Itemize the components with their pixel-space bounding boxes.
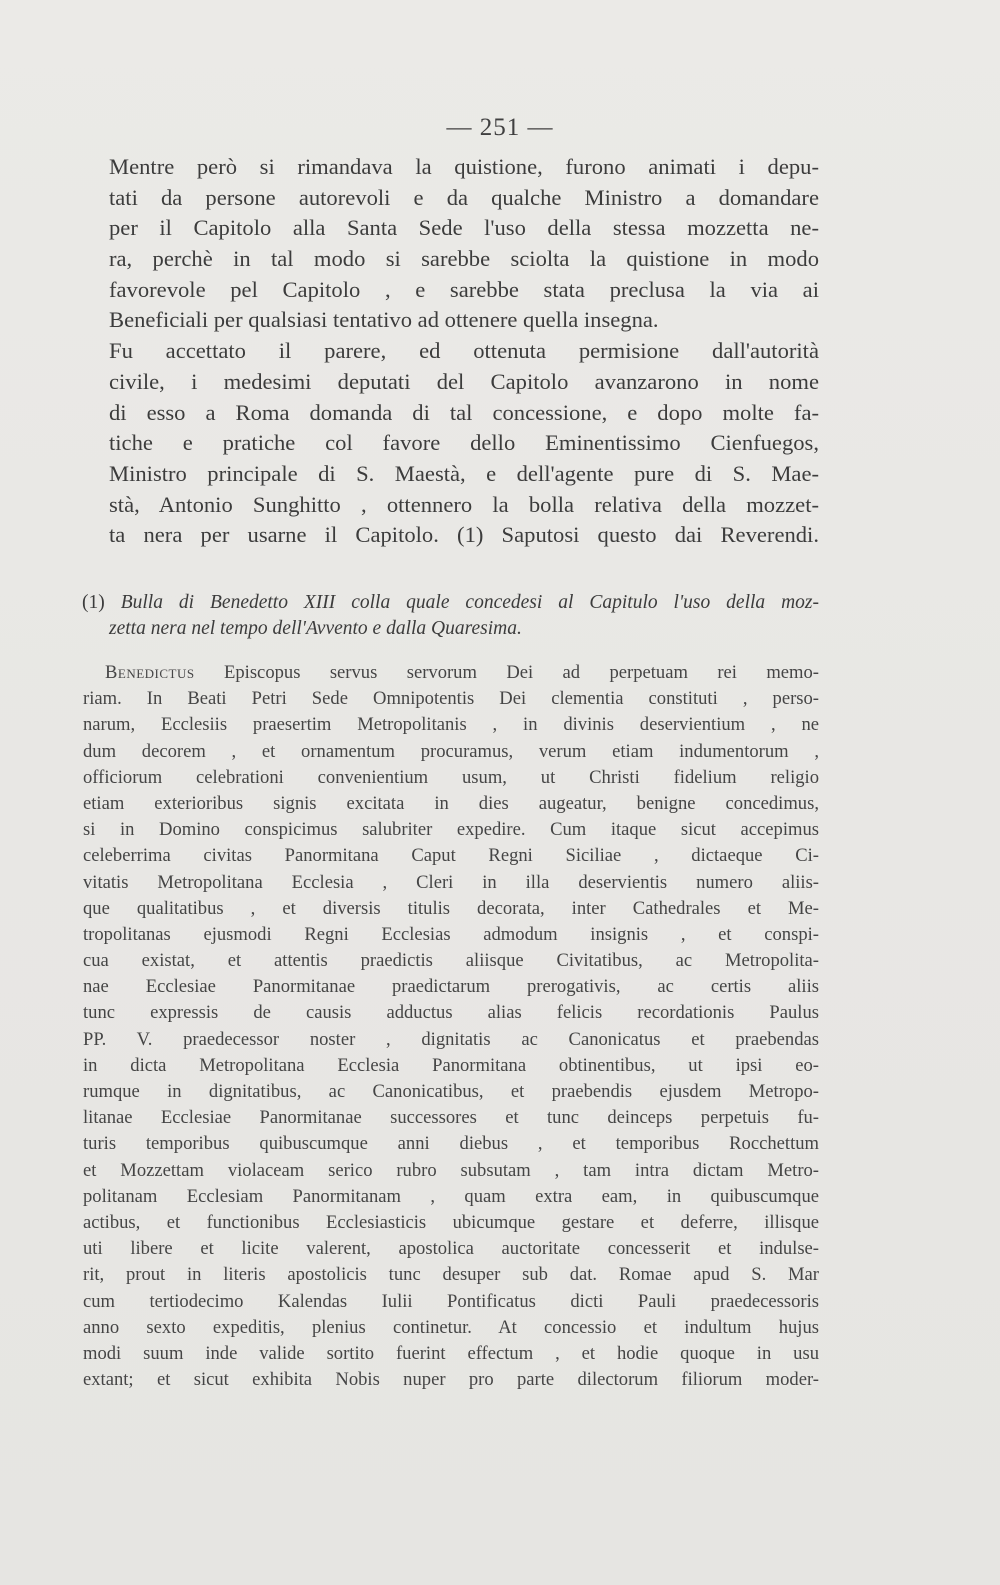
- footnote-title-line: [82, 590, 819, 616]
- footnote-line: in dicta Metropolitana Ecclesia Panormitana obtinentibus, ut ipsi eo-: [83, 1054, 819, 1076]
- footnote-heading: [82, 590, 819, 642]
- footnote-line: que qualitatibus , et diversis titulis decorata, inter Cathedrales et Me-: [83, 897, 819, 919]
- footnote-line: [83, 660, 819, 686]
- footnote-line: actibus, et functionibus Ecclesiasticis ubicumque gestare et deferre, illisque: [83, 1211, 819, 1233]
- footnote-line: anno sexto expeditis, plenius continetur. At concessio et indultum hujus: [83, 1316, 819, 1338]
- footnote-line: officiorum celebrationi convenientium usum, ut Christi fidelium religio: [83, 766, 819, 788]
- main-line: Fu accettato il parere, ed ottenuta permisione dall'autorità: [109, 338, 819, 364]
- footnote-line: si in Domino conspicimus salubriter expedire. Cum itaque sicut accepimus: [83, 819, 819, 841]
- main-line: ta nera per usarne il Capitolo. (1) Saputosi questo dai Reverendi.: [109, 522, 819, 548]
- footnote-line: politanam Ecclesiam Panormitanam , quam extra eam, in quibuscumque: [83, 1185, 819, 1207]
- footnote-line: vitatis Metropolitana Ecclesia , Cleri in illa deservientis numero aliis-: [83, 871, 819, 893]
- footnote-line: tunc expressis de causis adductus alias felicis recordationis Paulus: [83, 1002, 819, 1024]
- footnote-line: celeberrima civitas Panormitana Caput Regni Siciliae , dictaeque Ci-: [83, 845, 819, 867]
- main-line: di esso a Roma domanda di tal concessione, e dopo molte fa-: [109, 399, 819, 425]
- main-line: civile, i medesimi deputati del Capitolo avanzarono in nome: [109, 368, 819, 394]
- main-line: tati da persone autorevoli e da qualche Ministro a domandare: [109, 184, 819, 210]
- main-line: stà, Antonio Sunghitto , ottennero la bolla relativa della mozzet-: [109, 491, 819, 517]
- footnote-line: cum tertiodecimo Kalendas Iulii Pontificatus dicti Pauli praedecessoris: [83, 1290, 819, 1312]
- main-line: Beneficiali per qualsiasi tentativo ad ottenere quella insegna.: [109, 307, 659, 333]
- footnote-title-line: zetta nera nel tempo dell'Avvento e dalla Quaresima.: [109, 618, 522, 639]
- footnote-line: extant; et sicut exhibita Nobis nuper pro parte dilectorum filiorum moder-: [83, 1369, 819, 1391]
- footnote-line: rumque in dignitatibus, ac Canonicatibus, et praebendis ejusdem Metropo-: [83, 1081, 819, 1102]
- footnote-line: et Mozzettam violaceam serico rubro subsutam , tam intra dictam Metro-: [83, 1159, 819, 1181]
- main-line: ra, perchè in tal modo si sarebbe sciolta la quistione in modo: [109, 246, 819, 272]
- main-line: Ministro principale di S. Maestà, e dell'agente pure di S. Mae-: [109, 460, 819, 486]
- footnote-mark: (1): [82, 592, 105, 613]
- footnote-line: litanae Ecclesiae Panormitanae successores et tunc deinceps perpetuis fu-: [83, 1107, 819, 1129]
- footnote-line: PP. V. praedecessor noster , dignitatis ac Canonicatus et praebendas: [83, 1028, 819, 1050]
- footnote-line: uti libere et licite valerent, apostolica auctoritate concesserit et indulse-: [83, 1238, 819, 1260]
- main-line: Mentre però si rimandava la quistione, furono animati i depu-: [109, 154, 819, 179]
- footnote-line: rit, prout in literis apostolicis tunc desuper sub dat. Romae apud S. Mar: [83, 1264, 819, 1286]
- footnote-line-rest: Episcopus servus servorum Dei ad perpetuam rei memo-: [194, 662, 819, 683]
- main-line: per il Capitolo alla Santa Sede l'uso della stessa mozzetta ne-: [109, 215, 819, 241]
- footnote-line: etiam exterioribus signis excitata in dies augeatur, benigne concedimus,: [83, 792, 819, 814]
- footnote-line: turis temporibus quibuscumque anni diebus , et temporibus Rocchettum: [83, 1133, 819, 1155]
- footnote-line: cua existat, et attentis praedictis aliisque Civitatibus, ac Metropolita-: [83, 950, 819, 972]
- footnote-line: tropolitanas ejusmodi Regni Ecclesias admodum insignis , et conspi-: [83, 923, 819, 945]
- footnote-line: narum, Ecclesiis praesertim Metropolitanis , in divinis deservientium , ne: [83, 714, 819, 736]
- main-text: [109, 152, 819, 551]
- footnote-line: riam. In Beati Petri Sede Omnipotentis Dei clementia constituti , perso-: [83, 688, 819, 710]
- page-number: — 251 —: [446, 114, 554, 141]
- footnote-line: dum decorem , et ornamentum procuramus, verum etiam indumentorum ,: [83, 740, 819, 762]
- footnote-body: [83, 660, 819, 1393]
- footnote-title-text: Bulla di Benedetto XIII colla quale concedesi al Capitulo l'uso della moz-: [120, 592, 820, 613]
- opening-word: Benedictus: [105, 662, 195, 683]
- footnote-line: modi suum inde valide sortito fuerint effectum , et hodie quoque in usu: [83, 1342, 819, 1364]
- footnote-line: nae Ecclesiae Panormitanae praedictarum prerogativis, ac certis aliis: [83, 976, 819, 998]
- main-line: tiche e pratiche col favore dello Eminentissimo Cienfuegos,: [109, 430, 819, 456]
- main-line: favorevole pel Capitolo , e sarebbe stata preclusa la via ai: [109, 276, 819, 302]
